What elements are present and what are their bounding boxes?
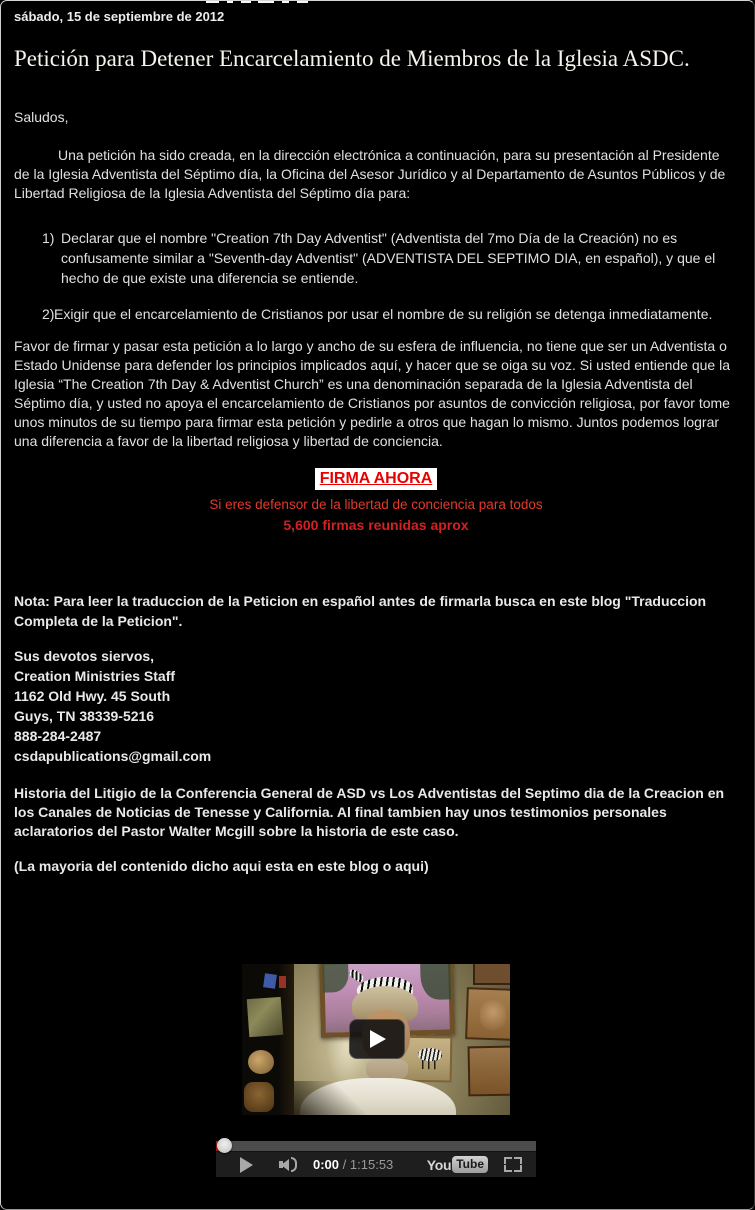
organization-name: Creation Ministries Staff	[14, 668, 176, 684]
signature-count: 5,600 firmas reunidas aprox	[283, 517, 469, 533]
speaker-icon	[281, 1159, 289, 1171]
painting-foliage	[322, 964, 349, 993]
closing-note: (La mayoria del contenido dicho aqui esta en este blog o aqui)	[14, 858, 429, 874]
fullscreen-corner-icon	[514, 1157, 522, 1164]
youtube-logo-you: You	[426, 1156, 452, 1173]
petition-list	[14, 228, 738, 324]
email-address: csdapublications@gmail.com	[14, 748, 212, 764]
elapsed-time: 0:00	[313, 1157, 340, 1172]
controls-row	[216, 1152, 536, 1177]
fullscreen-corner-icon	[504, 1157, 512, 1164]
volume-button[interactable]	[279, 1157, 297, 1172]
seek-handle[interactable]	[217, 1138, 232, 1153]
artifact-dash	[282, 1, 289, 3]
thumbnail-shelf-object	[263, 973, 277, 989]
artifact-dash	[206, 1, 219, 3]
zebra-legs	[422, 1060, 440, 1069]
sound-wave-icon	[291, 1157, 297, 1172]
youtube-video-player[interactable]	[216, 937, 536, 1177]
youtube-logo[interactable]	[427, 1156, 488, 1173]
thumbnail-shelf-object	[279, 976, 286, 988]
intro-paragraph: Una petición ha sido creada, en la dirección electrónica a continuación, para su presentación al Presidente de la Iglesia Adventista del Séptimo día, la Oficina del Asesor Jurídico y al Departamento de Asuntos Públicos y de Libertad Religiosa de la Iglesia Adventista del Séptimo día para:	[14, 147, 726, 201]
item-2-marker: 2)	[42, 306, 55, 322]
seek-bar[interactable]	[216, 1141, 536, 1152]
thumbnail-wall-picture	[473, 964, 510, 985]
big-play-button[interactable]	[349, 1019, 405, 1059]
signature-block	[14, 646, 738, 766]
fullscreen-corner-icon	[514, 1165, 522, 1172]
total-time: 1:15:53	[349, 1157, 394, 1172]
nota-paragraph: Nota: Para leer la traduccion de la Peticion en español antes de firmarla busca en este blog "Traduccion Completa de la Peticion".	[14, 593, 707, 629]
artifact-dash	[227, 1, 233, 3]
thumbnail-wall-picture	[468, 1046, 510, 1097]
video-controls	[216, 1141, 536, 1177]
address-line-1: 1162 Old Hwy. 45 South	[14, 688, 171, 704]
petition-item-1	[14, 228, 738, 288]
thumbnail-basket	[248, 1050, 274, 1074]
cta-block	[14, 468, 738, 534]
thumbnail-portrait-picture	[480, 1000, 506, 1030]
firma-ahora-link[interactable]: FIRMA AHORA	[315, 468, 438, 490]
play-button[interactable]	[240, 1157, 253, 1173]
thumbnail-pot	[244, 1082, 274, 1112]
post-date-header: sábado, 15 de septiembre de 2012	[14, 9, 225, 24]
item-1-text: Declarar que el nombre "Creation 7th Day Adventist" (Adventista del 7mo Día de la Creación) no es confusamente similar a "Seventh-day Adventist" (ADVENTISTA DEL SEPTIMO DIA, en español), y que el hecho de que existe una diferencia se entiende.	[61, 230, 716, 286]
item-2-text: Exigir que el encarcelamiento de Cristianos por usar el nombre de su religión se detenga inmediatamente.	[54, 306, 713, 322]
artifact-dash	[258, 1, 274, 3]
cta-tagline: Si eres defensor de la libertad de conciencia para todos	[209, 497, 543, 512]
petition-item-2	[14, 304, 738, 324]
video-screen[interactable]	[216, 937, 536, 1141]
artifact-dash	[297, 1, 308, 3]
artifact-dash	[241, 1, 251, 3]
phone-number: 888-284-2487	[14, 728, 102, 744]
play-icon	[370, 1030, 386, 1048]
time-display	[313, 1157, 393, 1172]
fullscreen-corner-icon	[504, 1165, 512, 1172]
painting-foliage	[420, 964, 451, 1000]
greeting-text: Saludos,	[14, 109, 69, 125]
post-title: Petición para Detener Encarcelamiento de Miembros de la Iglesia ASDC.	[14, 46, 690, 71]
history-paragraph: Historia del Litigio de la Conferencia General de ASD vs Los Adventistas del Septimo dia de la Creacion en los Canales de Noticias de Tenesse y California. Al final tambien hay unos testimonios personales aclaratorios del Pastor Walter Mcgill sobre la historia de este caso.	[14, 785, 725, 839]
time-separator: /	[342, 1157, 347, 1172]
address-line-2: Guys, TN 38339-5216	[14, 708, 155, 724]
appeal-paragraph: Favor de firmar y pasar esta petición a lo largo y ancho de su esfera de influencia, no tiene que ser un Adventista o Estado Unidense para defender los principios implicados aquí, y hacer que se oiga su voz. Si usted entiende que la Iglesia “The Creation 7th Day & Adventist Church” es una denominación separada de la Iglesia Adventista del Séptimo día, y usted no apoya el encarcelamiento de Cristianos por asuntos de convicción religiosa, por favor tome unos minutos de su tiempo para firmar esta petición y pedirle a otros que hagan lo mismo. Juntos podemos lograr una diferencia a favor de la libertad religiosa y libertad de conciencia.	[14, 338, 731, 449]
thumbnail-shadow	[294, 1081, 384, 1115]
item-1-marker: 1)	[42, 230, 55, 246]
youtube-logo-tube: Tube	[452, 1156, 488, 1173]
fullscreen-button[interactable]	[504, 1157, 522, 1172]
valediction: Sus devotos siervos,	[14, 648, 155, 664]
thumbnail-shelf-artwork	[247, 997, 284, 1037]
